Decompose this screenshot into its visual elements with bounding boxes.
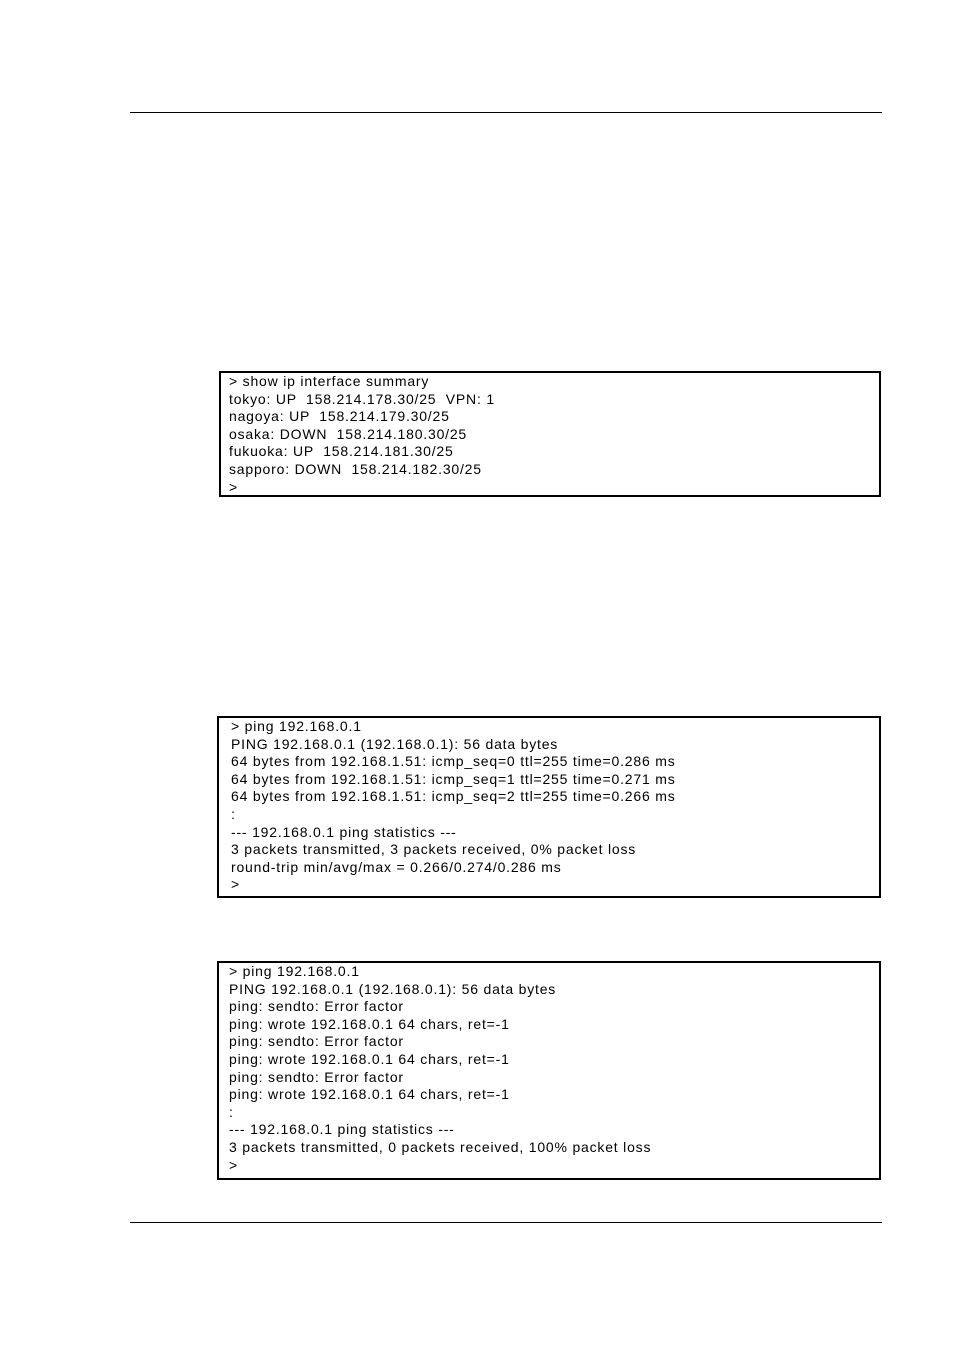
output-line: ping: wrote 192.168.0.1 64 chars, ret=-1 <box>229 1086 510 1103</box>
output-line: fukuoka: UP 158.214.181.30/25 <box>229 443 454 460</box>
output-line: ping: wrote 192.168.0.1 64 chars, ret=-1 <box>229 1015 510 1032</box>
output-line: round-trip min/avg/max = 0.266/0.274/0.286 ms <box>231 858 562 875</box>
command-line: > ping 192.168.0.1 <box>231 718 362 734</box>
output-line: 64 bytes from 192.168.1.51: icmp_seq=2 ttl=255 time=0.266 ms <box>231 788 676 805</box>
output-line: ping: sendto: Error factor <box>229 1033 404 1050</box>
output-line: 3 packets transmitted, 0 packets received, 100% packet loss <box>229 1138 652 1155</box>
output-line: --- 192.168.0.1 ping statistics --- <box>231 823 457 840</box>
output-line: ping: sendto: Error factor <box>229 998 404 1015</box>
ping-success-output <box>217 716 881 898</box>
ping-failure-output <box>217 961 881 1180</box>
output-line: 64 bytes from 192.168.1.51: icmp_seq=0 ttl=255 time=0.286 ms <box>231 753 676 770</box>
header-rule <box>130 112 882 113</box>
command-line: > ping 192.168.0.1 <box>229 963 360 979</box>
output-line: osaka: DOWN 158.214.180.30/25 <box>229 425 468 442</box>
output-line: tokyo: UP 158.214.178.30/25 VPN: 1 <box>229 390 495 407</box>
output-line: : <box>231 805 236 822</box>
output-line: 3 packets transmitted, 3 packets received, 0% packet loss <box>231 841 637 858</box>
output-line: --- 192.168.0.1 ping statistics --- <box>229 1121 455 1138</box>
output-line: 64 bytes from 192.168.1.51: icmp_seq=1 ttl=255 time=0.271 ms <box>231 770 676 787</box>
prompt-line: > <box>231 876 240 893</box>
footer-rule <box>130 1222 882 1223</box>
output-line: ping: wrote 192.168.0.1 64 chars, ret=-1 <box>229 1050 510 1067</box>
output-line: : <box>229 1103 234 1120</box>
output-line: sapporo: DOWN 158.214.182.30/25 <box>229 460 482 477</box>
prompt-line: > <box>229 478 238 495</box>
output-line: PING 192.168.0.1 (192.168.0.1): 56 data bytes <box>231 735 559 752</box>
interface-summary-output <box>219 371 881 497</box>
command-line: > show ip interface summary <box>229 373 430 389</box>
output-line: ping: sendto: Error factor <box>229 1068 404 1085</box>
output-line: nagoya: UP 158.214.179.30/25 <box>229 408 450 425</box>
output-line: PING 192.168.0.1 (192.168.0.1): 56 data bytes <box>229 980 557 997</box>
prompt-line: > <box>229 1156 238 1173</box>
